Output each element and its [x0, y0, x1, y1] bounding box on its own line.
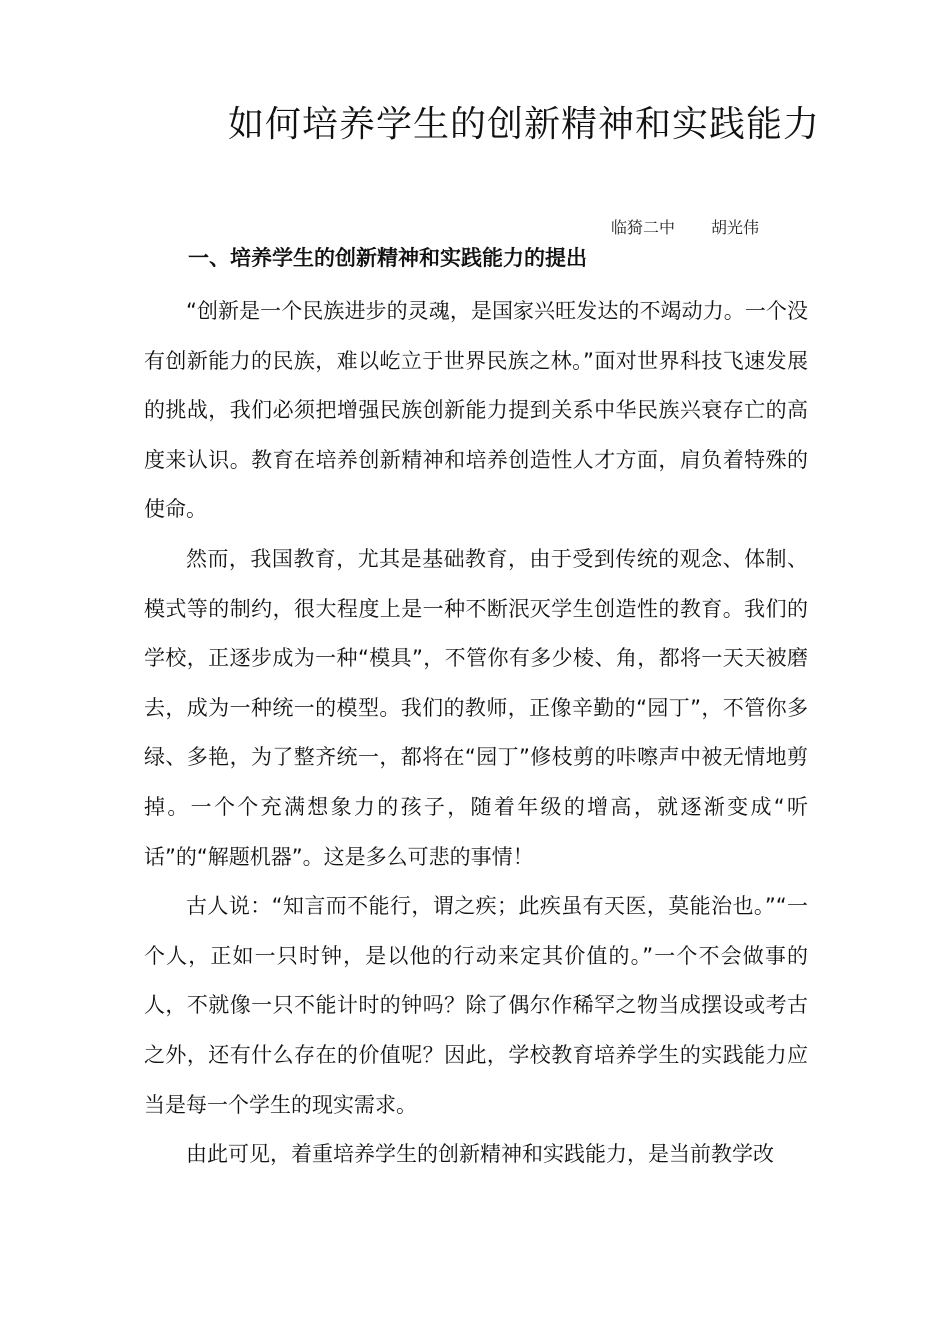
author-school: 临猗二中 — [611, 218, 676, 237]
paragraph: 古人说：“知言而不能行，谓之疾；此疾虽有天医，莫能治也。”“一个人，正如一只时钟，是以他的行动来定其价值的。”一个不会做事的人，不就像一只不能计时的钟吗？除了偶尔作稀罕之物当成摆设或考古之外，还有什么存在的价值呢？因此，学校教育培养学生的实践能力应当是每一个学生的现实需求。 — [144, 894, 808, 1117]
paragraph: 然而，我国教育，尤其是基础教育，由于受到传统的观念、体制、模式等的制约，很大程度上是一种不断泯灭学生创造性的教育。我们的学校，正逐步成为一种“模具”，不管你有多少棱、角，都将一天天被磨去，成为一种统一的模型。我们的教师，正像辛勤的“园丁”，不管你多绿、多艳，为了整齐统一，都将在“园丁”修枝剪的咔嚓声中被无情地剪掉。一个个充满想象力的孩子，随着年级的增高，就逐渐变成“听话”的“解题机器”。这是多么可悲的事情！ — [144, 546, 808, 869]
document-body — [144, 287, 808, 1180]
section-heading: 一、培养学生的创新精神和实践能力的提出 — [188, 246, 587, 270]
paragraph: 由此可见，着重培养学生的创新精神和实践能力，是当前教学改 — [186, 1142, 774, 1167]
document-title: 如何培养学生的创新精神和实践能力 — [228, 104, 821, 145]
paragraph: “创新是一个民族进步的灵魂，是国家兴旺发达的不竭动力。一个没有创新能力的民族，难以屹立于世界民族之林。”面对世界科技飞速发展的挑战，我们必须把增强民族创新能力提到关系中华民族兴衰存亡的高度来认识。教育在培养创新精神和培养创造性人才方面，肩负着特殊的使命。 — [144, 299, 808, 522]
author-name: 胡光伟 — [711, 218, 760, 237]
